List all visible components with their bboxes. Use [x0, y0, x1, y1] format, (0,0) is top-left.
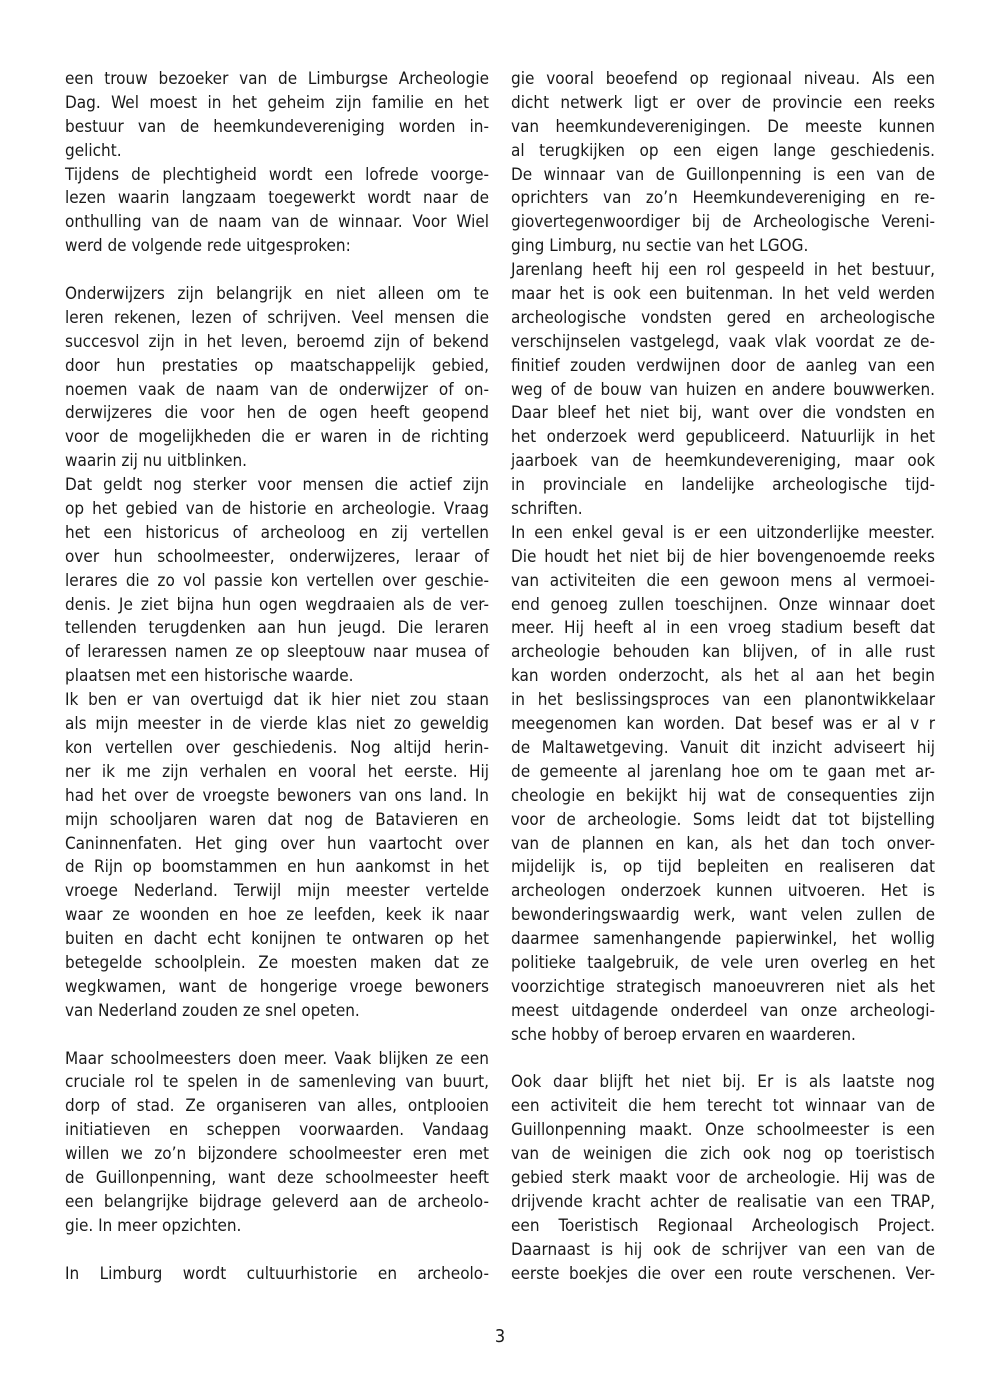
text-line: had het over de vroegste bewoners van ons land. In [65, 785, 489, 806]
text-line: Dat geldt nog sterker voor mensen die actief zijn [65, 475, 489, 496]
text-line: leren rekenen, lezen of schrijven. Veel mensen die [65, 307, 489, 328]
text-line: Tijdens de plechtigheid wordt een lofrede voorge- [65, 164, 489, 185]
text-line: waar ze woonden en hoe ze leefden, keek ik naar [65, 905, 489, 926]
text-line: end genoeg zullen toeschijnen. Onze winnaar doet [511, 594, 935, 615]
paragraph [65, 1048, 489, 1239]
paragraph-gap [65, 1239, 489, 1263]
text-line: politieke taalgebruik, de vele uren overleg en het [511, 952, 935, 973]
text-line: maar het is ook een buitenman. In het veld werden [511, 284, 935, 305]
text-line: cheologie en bekijkt hij wat de consequenties zijn [511, 785, 935, 806]
text-line: al terugkijken op een eigen lange geschiedenis. [511, 140, 935, 161]
text-line: van de weinigen die zich ook nog op toeristisch [511, 1144, 935, 1165]
text-line: succesvol zijn in het leven, beroemd zijn of bekend [65, 331, 489, 352]
text-line: in provinciale en landelijke archeologische tijd- [511, 475, 935, 496]
text-line: een trouw bezoeker van de Limburgse Archeologie [65, 69, 489, 89]
text-line: op het gebied van de historie en archeologie. Vraag [65, 499, 489, 520]
text-line: mijdelijk is, op tijd bepleiten en realiseren dat [511, 857, 935, 878]
text-line: kon vertellen over geschiedenis. Nog altijd herin- [65, 737, 489, 758]
text-line: over hun schoolmeester, onderwijzeres, leraar of [65, 546, 489, 567]
text-line: denis. Je ziet bijna hun ogen wegdraaien als de ver- [65, 594, 489, 615]
paragraph [511, 522, 935, 1048]
text-line: vroege Nederland. Terwijl mijn meester vertelde [65, 881, 489, 902]
text-line: als mijn meester in de vierde klas niet zo geweldig [65, 714, 489, 735]
text-line: het onderzoek werd gepubliceerd. Natuurlijk in het [511, 427, 935, 448]
paragraph [511, 1071, 935, 1286]
text-line: In Limburg wordt cultuurhistorie en archeolo- [65, 1263, 489, 1284]
text-line: plaatsen met een historische waarde. [65, 666, 354, 687]
text-line: willen we zo’n bijzondere schoolmeester eren met [65, 1144, 489, 1165]
paragraph [65, 164, 489, 260]
text-line: Ook daar blijft het niet bij. Er is als laatste nog [511, 1072, 935, 1093]
text-line: lezen waarin langzaam toegewerkt wordt naar de [65, 188, 489, 209]
text-line: mijn schooljaren waren dat nog de Batavieren en [65, 809, 489, 830]
text-line: onthulling van de naam van de winnaar. Voor Wiel [65, 212, 489, 233]
text-line: eerste boekjes die over een route verschenen. Ver- [511, 1263, 935, 1284]
text-line: gelicht. [65, 140, 122, 161]
text-line: lerares die zo vol passie kon vertellen over geschie- [65, 570, 489, 591]
text-line: De winnaar van de Guillonpenning is een van de [511, 164, 935, 185]
text-line: door hun prestaties op maatschappelijk gebied, [65, 355, 489, 376]
text-line: gie. In meer opzichten. [65, 1215, 242, 1236]
text-line: een belangrijke bijdrage geleverd aan de archeolo- [65, 1191, 489, 1212]
text-line: ner ik me zijn verhalen en vooral het eerste. Hij [65, 761, 489, 782]
text-line: archeologie behouden kan blijven, of in alle rust [511, 642, 935, 663]
page-number: 3 [494, 1326, 506, 1347]
paragraph-gap [511, 1048, 935, 1072]
text-line: een activiteit die hem terecht tot winnaar van de [511, 1096, 935, 1117]
text-line: wegkwamen, want de hongerige vroege bewoners [65, 976, 489, 997]
text-line: oprichters van zo’n Heemkundevereniging en re- [511, 188, 935, 209]
text-line: giovertegenwoordiger bij de Archeologische Vereni- [511, 212, 935, 233]
text-line: finitief zouden verdwijnen door de aanleg van een [511, 355, 935, 376]
text-line: derwijzeres die voor hen de ogen heeft geopend [65, 403, 489, 424]
text-line: Daarnaast is hij ook de schrijver van een van de [511, 1239, 935, 1260]
text-line: dicht netwerk ligt er over de provincie een reeks [511, 92, 935, 113]
paragraph [511, 68, 935, 259]
text-line: gebied sterk maakt voor de archeologie. Hij was de [511, 1167, 935, 1188]
paragraph [65, 1263, 489, 1287]
paragraph [511, 259, 935, 522]
text-line: meegenomen kan worden. Dat besef was er al v r [511, 714, 935, 735]
left-column [65, 68, 489, 1286]
text-line: of leraressen namen ze op sleeptouw naar musea of [65, 642, 489, 663]
text-line: Ik ben er van overtuigd dat ik hier niet zou staan [65, 690, 489, 711]
text-line: drijvende kracht achter de realisatie van een TRAP, [511, 1191, 935, 1212]
text-line: schriften. [511, 499, 583, 520]
text-line: van de plannen en kan, als het dan toch onver- [511, 833, 935, 854]
text-line: In een enkel geval is er een uitzonderlijke meester. [511, 522, 935, 543]
text-line: voorzichtige strategisch manoeuvreren niet als het [511, 976, 935, 997]
text-line: de Maltawetgeving. Vanuit dit inzicht adviseert hij [511, 737, 935, 758]
text-line: verschijnselen vastgelegd, vaak vlak voordat ze de- [511, 331, 935, 352]
paragraph [65, 68, 489, 164]
text-line: archeologische vondsten gered en archeologische [511, 307, 935, 328]
text-line: Dag. Wel moest in het geheim zijn familie en het [65, 92, 489, 113]
text-line: initiatieven en scheppen voorwaarden. Vandaag [65, 1120, 489, 1141]
text-line: een Toeristisch Regionaal Archeologisch Project. [511, 1215, 935, 1236]
text-line: Jarenlang heeft hij een rol gespeeld in het bestuur, [511, 260, 935, 281]
text-line: daarmee samenhangende papierwinkel, het wollig [511, 929, 935, 950]
text-line: bewonderingswaardig werk, want velen zullen de [511, 905, 935, 926]
text-line: meest uitdagende onderdeel van onze archeologi- [511, 1000, 935, 1021]
text-line: de Guillonpenning, want deze schoolmeester heeft [65, 1167, 489, 1188]
text-line: Onderwijzers zijn belangrijk en niet alleen om te [65, 284, 489, 305]
text-line: betegelde schoolplein. Ze moesten maken dat ze [65, 952, 489, 973]
text-line: dorp of stad. Ze organiseren van alles, ontplooien [65, 1096, 489, 1117]
text-line: bestuur van de heemkundevereniging worden in- [65, 116, 489, 137]
text-line: werd de volgende rede uitgesproken: [65, 236, 351, 257]
text-line: Die houdt het niet bij de hier bovengenoemde reeks [511, 546, 935, 567]
paragraph-gap [65, 1024, 489, 1048]
text-line: Maar schoolmeesters doen meer. Vaak blijken ze een [65, 1048, 489, 1069]
text-line: in het beslissingsproces van een planontwikkelaar [511, 690, 935, 711]
text-line: Guillonpenning maakt. Onze schoolmeester is een [511, 1120, 935, 1141]
text-line: jaarboek van de heemkundevereniging, maar ook [511, 451, 935, 472]
text-line: van Nederland zouden ze snel opeten. [65, 1000, 360, 1021]
text-line: gie vooral beoefend op regionaal niveau. Als een [511, 69, 935, 89]
text-line: waarin zij nu uitblinken. [65, 451, 248, 472]
text-line: kan worden onderzocht, als het al aan het begin [511, 666, 935, 687]
text-line: de Rijn op boomstammen en hun aankomst in het [65, 857, 489, 878]
text-line: meer. Hij heeft al in een vroeg stadium beseft dat [511, 618, 935, 639]
paragraph [65, 689, 489, 1023]
text-line: van activiteiten die een gewoon mens al vermoei- [511, 570, 935, 591]
paragraph [65, 283, 489, 474]
text-line: archeologen onderzoek kunnen uitvoeren. Het is [511, 881, 935, 902]
text-line: buiten en dacht echt konijnen te ontwaren op het [65, 929, 489, 950]
text-line: ging Limburg, nu sectie van het LGOG. [511, 236, 809, 257]
text-line: het een historicus of archeoloog en zij vertellen [65, 522, 489, 543]
paragraph [65, 474, 489, 689]
text-line: tellenden terugdenken aan hun jeugd. Die leraren [65, 618, 489, 639]
text-line: Daar bleef het niet bij, want over die vondsten en [511, 403, 935, 424]
text-line: van heemkundeverenigingen. De meeste kunnen [511, 116, 935, 137]
paragraph-gap [65, 259, 489, 283]
text-line: Caninnenfaten. Het ging over hun vaartocht over [65, 833, 489, 854]
text-line: noemen vaak de naam van de onderwijzer of on- [65, 379, 489, 400]
text-line: weg of de bouw van huizen en andere bouwwerken. [511, 379, 935, 400]
text-line: sche hobby of beroep ervaren en waarderen. [511, 1024, 856, 1045]
text-line: voor de archeologie. Soms leidt dat tot bijstelling [511, 809, 935, 830]
text-line: cruciale rol te spelen in de samenleving van buurt, [65, 1072, 489, 1093]
right-column [511, 68, 935, 1286]
text-line: de gemeente al jarenlang hoe om te gaan met ar- [511, 761, 935, 782]
text-line: voor de mogelijkheden die er waren in de richting [65, 427, 489, 448]
